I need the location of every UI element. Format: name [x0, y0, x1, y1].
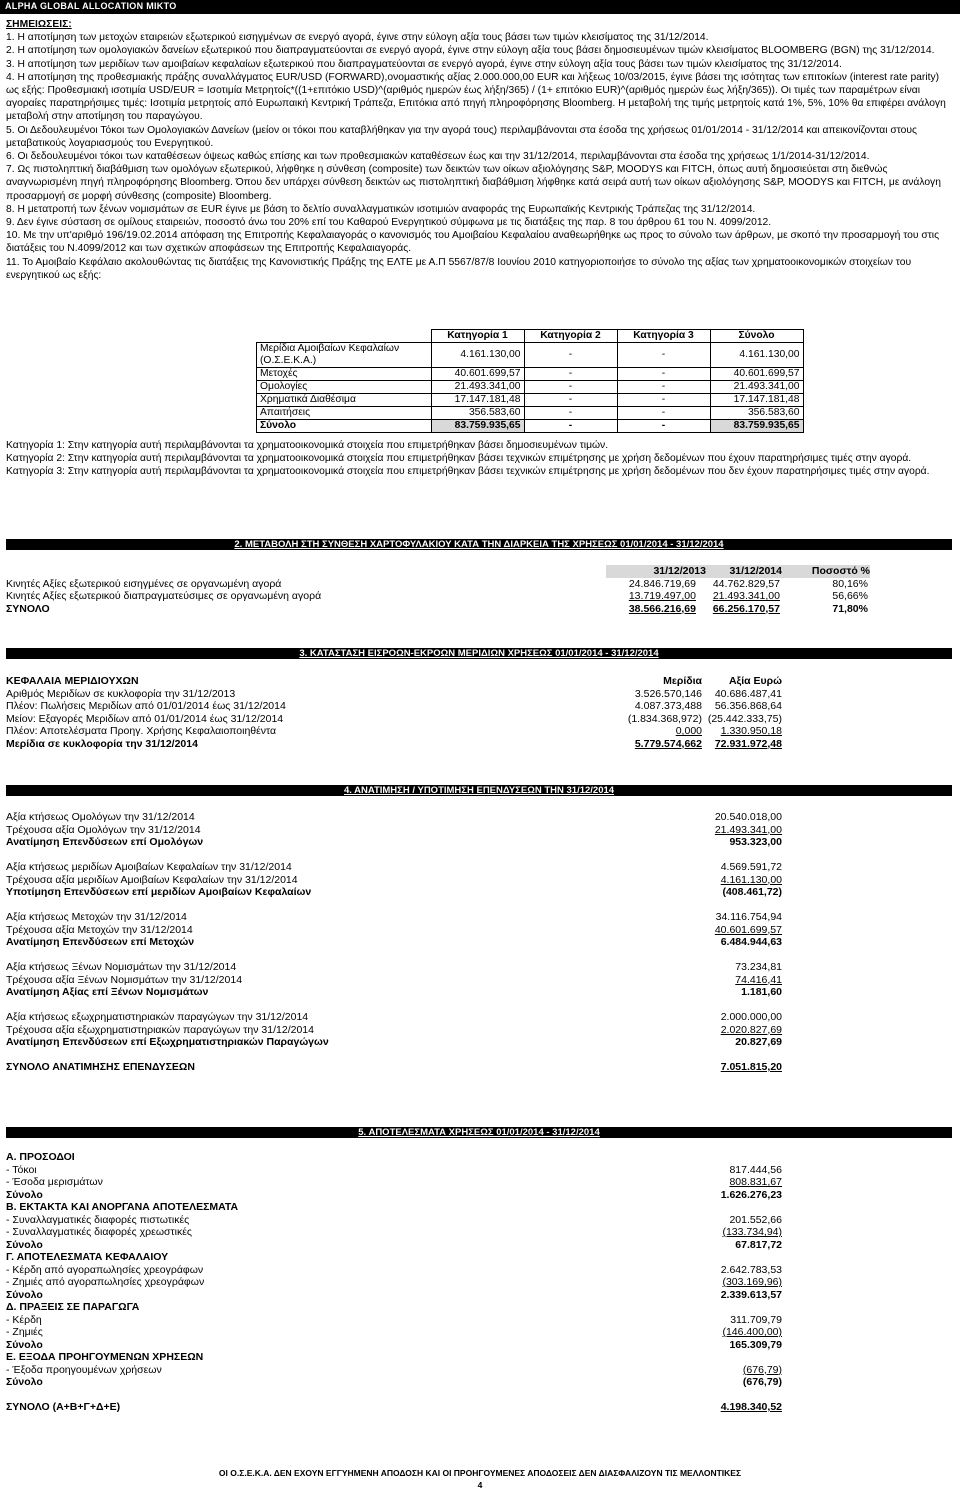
table-row [6, 974, 952, 987]
row-label: Τρέχουσα αξία εξωχρηματιστηριακών παραγώγων την 31/12/2014 [6, 1023, 314, 1036]
cell-value: 1.330.950,18 [720, 725, 782, 737]
table-row [6, 578, 952, 591]
cell-value: 34.116.754,94 [715, 911, 782, 923]
table-row [6, 1314, 952, 1327]
row-label: Σύνολο [257, 420, 432, 433]
table-row [6, 1326, 952, 1339]
cell-value: 201.552,66 [729, 1213, 782, 1226]
category-note: Κατηγορία 1: Στην κατηγορία αυτή περιλαμβάνονται τα χρηματοοικονομικά στοιχεία που επιμετρήθηκαν βάσει δημοσιευμένων τιμών. [6, 440, 609, 451]
row-label: Κινητές Αξίες εξωτερικού διαπραγματεύσιμες σε οργανωμένη αγορά [6, 590, 322, 602]
row-label: Μείον: Εξαγορές Μεριδίων από 01/01/2014 έως 31/12/2014 [6, 712, 284, 725]
cell-total: 83.759.935,65 [710, 420, 803, 433]
table-row [257, 394, 804, 407]
cell-value: 56.356.868,64 [714, 700, 782, 712]
row-label: Τρέχουσα αξία μεριδίων Αμοιβαίων Κεφαλαίων την 31/12/2014 [6, 873, 298, 886]
section3-table [6, 675, 952, 750]
fund-title: ALPHA GLOBAL ALLOCATION ΜΙΚΤΟ [5, 1, 177, 11]
cell-2014: 44.762.829,57 [712, 577, 780, 590]
cell-cat2: - [524, 343, 617, 368]
row-label: - Συναλλαγματικές διαφορές χρεωστικές [6, 1226, 192, 1238]
row-label: Α. ΠΡΟΣΟΔΟΙ [6, 1151, 75, 1163]
note-item: 5. Οι Δεδουλευμένοι Τόκοι των Ομολογιακών Δανείων (μείον οι τόκοι που καταβλήθηκαν για την αγορά τους) περιλαμβάνονται στα έσοδα της χρήσεως 01/01/2014 - 31/12/2014 και απεικονίζονται στους μεταβατικούς λογαριασμούς του Ενεργητικού. [6, 124, 917, 149]
cell-cat2: - [524, 420, 617, 433]
row-label: Ομολογίες [257, 381, 432, 394]
row-label: Ανατίμηση Επενδύσεων επί Εξωχρηματιστηριακών Παραγώγων [6, 1036, 329, 1048]
row-label: Γ. ΑΠΟΤΕΛΕΣΜΑΤΑ ΚΕΦΑΛΑΙΟΥ [6, 1251, 169, 1263]
table-total-row [6, 1061, 952, 1074]
row-label: Β. ΕΚΤΑΚΤΑ ΚΑΙ ΑΝΟΡΓΑΝΑ ΑΠΟΤΕΛΕΣΜΑΤΑ [6, 1201, 239, 1213]
table-row [6, 824, 952, 837]
category-note: Κατηγορία 3: Στην κατηγορία αυτή περιλαμβάνονται τα χρηματοοικονομικά στοιχεία που επιμετρήθηκαν βάσει τεχνικών επιμέτρησης με χρήση δεδομένων που δεν έχουν παρατηρήσιμες τιμές στην αγορά. [6, 466, 930, 478]
row-label: Χρηματικά Διαθέσιμα [257, 394, 432, 407]
cell-2013: 13.719.497,00 [628, 590, 696, 602]
row-label: ΣΥΝΟΛΟ [6, 602, 50, 615]
table-row [6, 688, 952, 701]
row-label: Πλέον: Αποτελέσματα Προηγ. Χρήσης Κεφαλαιοποιηθέντα [6, 725, 277, 737]
table-row [6, 700, 952, 713]
section3-title: 3. ΚΑΤΑΣΤΑΣΗ ΕΙΣΡΟΩΝ-ΕΚΡΟΩΝ ΜΕΡΙΔΙΩΝ ΧΡΗΣΕΩΣ 01/01/2014 - 31/12/2014 [6, 648, 952, 659]
cell-value: 40.601.699,57 [714, 923, 782, 936]
section2-title: 2. ΜΕΤΑΒΟΛΗ ΣΤΗ ΣΥΝΘΕΣΗ ΧΑΡΤΟΦΥΛΑΚΙΟΥ ΚΑΤΑ ΤΗΝ ΔΙΑΡΚΕΙΑ ΤΗΣ ΧΡΗΣΕΩΣ 01/01/2014 - 31/12/2014 [6, 539, 952, 550]
cell-value: 2.000.000,00 [720, 1011, 782, 1023]
table-row [6, 936, 952, 949]
table-row [6, 1339, 952, 1352]
cell-value: 72.931.972,48 [714, 737, 782, 750]
note-item: 2. Η αποτίμηση των ομολογιακών δανείων εξωτερικού που διαπραγματεύονται σε ενεργό αγορά, έγινε στην εύλογη αξία τους βάσει δημοσιευμένων τιμών κλεισίματος BLOOMBERG (BGN) της 31/12/2014. [6, 45, 935, 57]
table-row [6, 961, 952, 974]
row-label: Πλέον: Πωλήσεις Μεριδίων από 01/01/2014 έως 31/12/2014 [6, 700, 286, 712]
header-total: Σύνολο [710, 330, 803, 343]
table-row [6, 1151, 952, 1164]
cell-value: (676,79) [742, 1376, 782, 1388]
cell-units: 3.526.570,146 [634, 687, 702, 700]
cell-total: 17.147.181,48 [710, 394, 803, 407]
note-item: 10. Με την υπ'αριθμό 196/19.02.2014 απόφαση της Επιτροπής Κεφαλαιαγοράς ο κανονισμός του Αμοιβαίου Κεφαλαίου αναθεωρήθηκε ως προς το σύνολο των άρθρων, με σκοπό την προσαρμογή του στις διατάξεις του Ν.4099/2012 και των σχετικών αποφάσεων της Επιτροπής Κεφαλαιαγοράς. [6, 230, 940, 255]
col-value: Αξία Ευρώ [728, 675, 782, 687]
header-cat3: Κατηγορία 3 [617, 330, 710, 343]
section4-table [6, 811, 952, 1074]
cell-value: 74.416,41 [735, 973, 782, 986]
row-label: Αξία κτήσεως εξωχρηματιστηριακών παραγώγων την 31/12/2014 [6, 1011, 309, 1023]
note-item: 1. Η αποτίμηση των μετοχών εταιρειών εξωτερικού εισηγμένων σε ενεργό αγορά, έγινε στην εύλογη αξία τους βάσει των τιμών κλεισίματος της 31/12/2014. [6, 32, 709, 44]
notes-section [6, 18, 952, 282]
row-label: Αξία κτήσεως Ομολόγων την 31/12/2014 [6, 811, 195, 823]
section5-title: 5. ΑΠΟΤΕΛΕΣΜΑΤΑ ΧΡΗΣΕΩΣ 01/01/2014 - 31/12/2014 [6, 1127, 952, 1138]
table-row [6, 1251, 952, 1264]
cell-value: 817.444,56 [729, 1163, 782, 1176]
table-row [6, 590, 952, 603]
table-row [6, 1011, 952, 1024]
row-label: Δ. ΠΡΑΞΕΙΣ ΣΕ ΠΑΡΑΓΩΓΑ [6, 1301, 140, 1313]
cell-total: 356.583,60 [710, 407, 803, 420]
table-row [6, 886, 952, 899]
row-label: Μερίδια Αμοιβαίων Κεφαλαίων (Ο.Σ.Ε.Κ.Α.) [257, 343, 432, 368]
table-total-row [6, 738, 952, 751]
category-note: Κατηγορία 2: Στην κατηγορία αυτή περιλαμβάνονται τα χρηματοοικονομικά στοιχεία που επιμετρήθηκαν βάσει τεχνικών επιμέτρησης με χρήση δεδομένων που έχουν παρατηρήσιμες τιμές στην αγορά. [6, 453, 912, 465]
notes-heading: ΣΗΜΕΙΩΣΕΙΣ: [6, 19, 72, 30]
table-row [6, 1301, 952, 1314]
cell-cat1: 83.759.935,65 [431, 420, 524, 433]
table-row [6, 1036, 952, 1049]
section5-table [6, 1151, 952, 1414]
table-row [6, 1176, 952, 1189]
cell-value: (676,79) [742, 1363, 782, 1376]
cell-value: 808.831,67 [729, 1176, 782, 1188]
table-row [6, 1189, 952, 1202]
table-row [6, 986, 952, 999]
cell-2014: 66.256.170,57 [712, 602, 780, 615]
cell-value: 2.642.783,53 [720, 1263, 782, 1276]
cell-cat3: - [617, 381, 710, 394]
page-number: 4 [477, 1480, 483, 1490]
cell-cat2: - [524, 381, 617, 394]
col-units: Μερίδια [663, 675, 702, 687]
row-label: Μετοχές [257, 368, 432, 381]
table-row [6, 713, 952, 726]
row-label: Αξία κτήσεως Μετοχών την 31/12/2014 [6, 911, 187, 923]
row-label: - Ζημιές από αγοραπωλησίες χρεογράφων [6, 1276, 205, 1288]
table-row [6, 811, 952, 824]
footer-disclaimer: ΟΙ Ο.Σ.Ε.Κ.Α. ΔΕΝ ΕΧΟΥΝ ΕΓΓΥΗΜΕΝΗ ΑΠΟΔΟΣΗ ΚΑΙ ΟΙ ΠΡΟΗΓΟΥΜΕΝΕΣ ΑΠΟΔΟΣΕΙΣ ΔΕΝ ΔΙΑΣΦΑΛΙΖΟΥΝ ΤΙΣ ΜΕΛΛΟΝΤΙΚΕΣ [218, 1468, 742, 1478]
cell-cat2: - [524, 394, 617, 407]
row-label: Μερίδια σε κυκλοφορία την 31/12/2014 [6, 737, 198, 750]
table-row [6, 836, 952, 849]
header-bar [0, 0, 960, 14]
cell-value: 21.493.341,00 [714, 823, 782, 836]
cell-value: 165.309,79 [729, 1338, 782, 1351]
cell-cat1: 17.147.181,48 [431, 394, 524, 407]
cell-value: 73.234,81 [735, 961, 782, 973]
note-item: 7. Ως πιστοληπτική διαβάθμιση των ομολόγων εξωτερικού, λήφθηκε η σύνθεση (composite) των δεικτών των οίκων αξιολόγησης S&P, MOODYS και FITCH, όπως αυτή δημοσιεύεται στη διεθνώς αναγνωρισμένη πηγή πληροφόρησης Bloomberg. Όπου δεν υπάρχει σύνθεση δεικτών ως πιστοληπτική διαβάθμιση λήφθηκε κατά σειρά αυτή των οίκων αξιολόγησης S&P, MOODYS και FITCH, με ανάλογη προσαρμογή σε μορφή σύνθεσης (composite) Bloomberg. [6, 164, 941, 202]
row-label: Κινητές Αξίες εξωτερικού εισηγμένες σε οργανωμένη αγορά [6, 577, 282, 590]
cell-value: 953.323,00 [729, 836, 782, 848]
row-label: Υποτίμηση Επενδύσεων επί μεριδίων Αμοιβαίων Κεφαλαίων [6, 886, 312, 898]
row-label: - Έσοδα μερισμάτων [6, 1176, 103, 1188]
table-total-row [257, 420, 804, 433]
section2-table [6, 565, 952, 615]
row-label: Σύνολο [6, 1238, 43, 1251]
cell-percent: 80,16% [832, 577, 868, 590]
cell-value: 6.484.944,63 [720, 936, 782, 948]
cell-units: 0,000 [675, 725, 702, 737]
col-2014: 31/12/2014 [706, 565, 782, 578]
table-row [6, 1024, 952, 1037]
section3-heading: ΚΕΦΑΛΑΙΑ ΜΕΡΙΔΙΟΥΧΩΝ [6, 675, 139, 687]
cell-cat2: - [524, 407, 617, 420]
cell-cat1: 356.583,60 [431, 407, 524, 420]
row-label: ΣΥΝΟΛΟ (Α+Β+Γ+Δ+Ε) [6, 1401, 121, 1413]
row-label: - Συναλλαγματικές διαφορές πιστωτικές [6, 1213, 190, 1226]
table-total-row [6, 603, 952, 616]
cell-value: 67.817,72 [735, 1238, 782, 1251]
section4-title: 4. ΑΝΑΤΙΜΗΣΗ / ΥΠΟΤΙΜΗΣΗ ΕΠΕΝΔΥΣΕΩΝ ΤΗΝ 31/12/2014 [6, 785, 952, 796]
note-item: 11. Το Αμοιβαίο Κεφάλαιο ακολουθώντας τις διατάξεις της Κανονιστικής Πράξης της ΕΛΤΕ με Α.Π 5567/87/8 Ιουνίου 2010 κατηγοριοποιήσε το σύνολο της αξίας των χρηματοοικονομικών στοιχείων του ενεργητικού ως εξής: [6, 256, 912, 281]
category-notes [6, 439, 952, 479]
note-item: 8. Η μετατροπή των ξένων νομισμάτων σε EUR έγινε με βάση το δελτίο συναλλαγματικών ισοτιμιών αναφοράς της Ευρωπαϊκής Κεντρικής Τράπεζας της 31/12/2014. [6, 203, 756, 215]
cell-value: 311.709,79 [730, 1313, 782, 1326]
row-label: Τρέχουσα αξία Ομολόγων την 31/12/2014 [6, 823, 201, 836]
table-row [6, 924, 952, 937]
cell-total: 40.601.699,57 [710, 368, 803, 381]
table-row [6, 1226, 952, 1239]
cell-units: 4.087.373,488 [634, 700, 702, 712]
row-label: Ανατίμηση Αξίας επί Ξένων Νομισμάτων [6, 986, 209, 998]
row-label: Ε. ΕΞΟΔΑ ΠΡΟΗΓΟΥΜΕΝΩΝ ΧΡΗΣΕΩΝ [6, 1351, 204, 1363]
cell-value: 20.540.018,00 [714, 811, 782, 823]
cell-cat3: - [617, 394, 710, 407]
cell-percent: 56,66% [832, 590, 868, 602]
row-label: - Ζημιές [6, 1326, 43, 1338]
cell-cat1: 4.161.130,00 [431, 343, 524, 368]
table-row [6, 861, 952, 874]
cell-value: (25.442.333,75) [707, 712, 782, 725]
table-row [6, 1239, 952, 1252]
table-row [6, 1276, 952, 1289]
cell-value: 4.198.340,52 [720, 1401, 782, 1413]
row-label: Σύνολο [6, 1376, 43, 1388]
table-row [257, 343, 804, 368]
row-label: - Έξοδα προηγουμένων χρήσεων [6, 1363, 162, 1376]
note-item: 4. Η αποτίμηση της προθεσμιακής πράξης συναλλάγματος EUR/USD (FORWARD),ονομαστικής αξίας 2.000.000,00 EUR και λήξεως 10/03/2015, έγινε βάσει της ισότητας των επιτοκίων (interest rate parity) ως εξής: Προθεσμιακή ισοτιμία USD/EUR = Ισοτιμία Μετρητοίς*((1+επιτόκιο USD)^(αριθμός ημερών έως λήξη/365) / (1+ επιτόκιο EUR)^(αριθμός ημερών έως λήξη/365)). Οι τιμές των παραμέτρων είναι αγοραίες παρατηρήσιμες τιμές: Ισοτιμία μετρητοίς από Ευρωπαική Κεντρική Τράπεζα, Επιτόκια από πηγή πληροφόρησης Bloomberg. Η μεταβολή της τιμής μετρητοίς κατά 1%, 5%, 10% θα επιφέρει ανάλογη μεταβολή στην αποτίμηση του παραγώγου. [6, 71, 946, 123]
row-label: - Κέρδη από αγοραπωλησίες χρεογράφων [6, 1263, 204, 1276]
cell-value: 2.339.613,57 [720, 1288, 782, 1301]
cell-cat2: - [524, 368, 617, 381]
cell-cat1: 40.601.699,57 [431, 368, 524, 381]
row-label: ΣΥΝΟΛΟ ΑΝΑΤΙΜΗΣΗΣ ΕΠΕΝΔΥΣΕΩΝ [6, 1061, 195, 1073]
table-row [6, 1376, 952, 1389]
table-row [6, 1201, 952, 1214]
cell-total: 4.161.130,00 [710, 343, 803, 368]
table-row [257, 368, 804, 381]
row-label: Ανατίμηση Επενδύσεων επί Ομολόγων [6, 836, 204, 848]
row-label: Ανατίμηση Επενδύσεων επί Μετοχών [6, 936, 195, 948]
table-row [6, 1214, 952, 1227]
row-label: Σύνολο [6, 1188, 43, 1201]
note-item: 6. Οι δεδουλευμένοι τόκοι των καταθέσεων όψεως καθώς επίσης και των προθεσμιακών καταθέσεων έως και την 31/12/2014, περιλαμβάνονται στα έσοδα της χρήσεως 1/1/2014-31/12/2014. [6, 151, 870, 163]
table-row [6, 1264, 952, 1277]
table-row [6, 725, 952, 738]
cell-2013: 38.566.216,69 [628, 602, 696, 615]
table-row [6, 1351, 952, 1364]
cell-value: 20.827,69 [735, 1036, 782, 1048]
cell-value: 2.020.827,69 [720, 1023, 782, 1036]
cell-value: 1.626.276,23 [720, 1188, 782, 1201]
cell-cat1: 21.493.341,00 [431, 381, 524, 394]
cell-value: (303.169,96) [722, 1276, 782, 1288]
cell-cat3: - [617, 407, 710, 420]
table-row [257, 381, 804, 394]
col-percent: Ποσοστό % [782, 565, 870, 578]
cell-cat3: - [617, 343, 710, 368]
table-row [6, 874, 952, 887]
cell-total: 21.493.341,00 [710, 381, 803, 394]
cell-2014: 21.493.341,00 [712, 590, 780, 602]
cell-2013: 24.846.719,69 [628, 577, 696, 590]
row-label: Τρέχουσα αξία Ξένων Νομισμάτων την 31/12/2014 [6, 973, 243, 986]
note-item: 9. Δεν έγινε σύσταση σε ομίλους εταιρειών, ποσοστό άνω του 20% επί του Καθαρού Ενεργητικού σύμφωνα με τις διατάξεις της παρ. 8 του άρθρου 61 του Ν. 4099/2012. [6, 217, 772, 229]
header-cat1: Κατηγορία 1 [431, 330, 524, 343]
row-label: - Τόκοι [6, 1163, 37, 1176]
cell-cat3: - [617, 420, 710, 433]
table-row [6, 1164, 952, 1177]
cell-value: 40.686.487,41 [714, 687, 782, 700]
note-item: 3. Η αποτίμηση των μεριδίων των αμοιβαίων κεφαλαίων εξωτερικού που διαπραγματεύονται σε ενεργό αγορά, έγινε στην εύλογη αξία τους βάσει των τιμών κλεισίματος της 31/12/2014. [6, 58, 842, 70]
row-label: Σύνολο [6, 1338, 43, 1351]
category-table [256, 329, 804, 433]
row-label: Αριθμός Μεριδίων σε κυκλοφορία την 31/12/2013 [6, 687, 236, 700]
header-cat2: Κατηγορία 2 [524, 330, 617, 343]
table-row [6, 1364, 952, 1377]
table-row [6, 911, 952, 924]
table-row [6, 1289, 952, 1302]
row-label: Σύνολο [6, 1288, 43, 1301]
cell-value: 4.161.130,00 [720, 873, 782, 886]
row-label: Αξία κτήσεως Ξένων Νομισμάτων την 31/12/2014 [6, 961, 237, 973]
cell-value: (408.461,72) [722, 886, 782, 898]
col-2013: 31/12/2013 [606, 565, 706, 578]
cell-units: 5.779.574,662 [634, 737, 702, 750]
cell-value: 4.569.591,72 [720, 861, 782, 873]
table-total-row [6, 1401, 952, 1414]
cell-cat3: - [617, 368, 710, 381]
row-label: Τρέχουσα αξία Μετοχών την 31/12/2014 [6, 923, 193, 936]
cell-value: 7.051.815,20 [720, 1061, 782, 1073]
cell-value: 1.181,60 [741, 986, 782, 998]
row-label: Απαιτήσεις [257, 407, 432, 420]
cell-value: (133.734,94) [722, 1226, 782, 1238]
cell-value: (146.400,00) [722, 1326, 782, 1338]
row-label: - Κέρδη [6, 1313, 42, 1326]
row-label: Αξία κτήσεως μεριδίων Αμοιβαίων Κεφαλαίων την 31/12/2014 [6, 861, 292, 873]
cell-units: (1.834.368,972) [627, 712, 702, 725]
table-row [257, 407, 804, 420]
cell-percent: 71,80% [832, 602, 868, 615]
